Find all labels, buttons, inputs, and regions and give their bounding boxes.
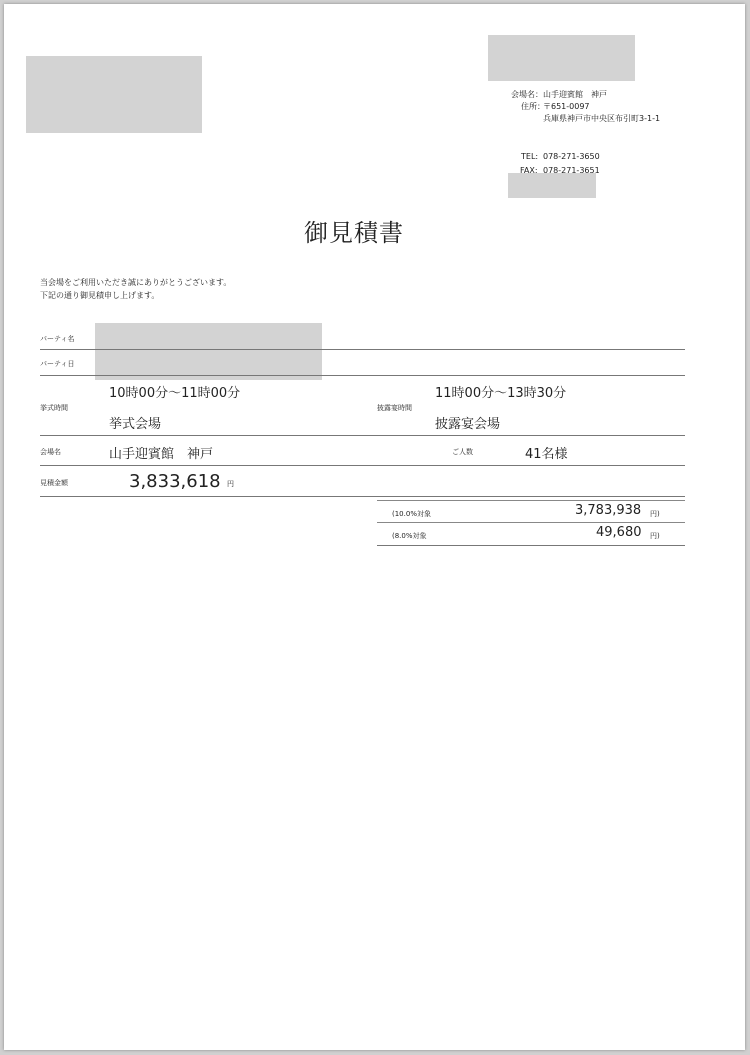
party-name-label: パーティ名 <box>40 335 75 343</box>
ceremony-venue: 挙式会場 <box>109 417 162 432</box>
redacted-party-info <box>95 323 322 380</box>
estimate-unit: 円 <box>227 480 234 488</box>
tax-table-divider <box>377 522 685 523</box>
tax-10-unit: 円) <box>650 510 660 518</box>
tax-8-unit: 円) <box>650 532 660 540</box>
tax-table-bottom-line <box>377 545 685 546</box>
row-divider <box>40 375 685 376</box>
redacted-stamp <box>508 173 596 198</box>
venue-row-label: 会場名 <box>40 448 61 456</box>
tax-8-label: (8.0%対象 <box>392 532 427 540</box>
reception-time-label: 披露宴時間 <box>377 404 412 412</box>
intro-line-1: 当会場をご利用いただき誠にありがとうございます。 <box>40 278 232 287</box>
reception-time: 11時00分～13時30分 <box>435 386 567 401</box>
party-date-label: パーティ日 <box>40 360 75 368</box>
tel-number: 078-271-3650 <box>543 152 600 161</box>
row-divider <box>40 435 685 436</box>
reception-venue: 披露宴会場 <box>435 417 501 432</box>
guests-label: ご人数 <box>452 448 473 456</box>
guests-value: 41名様 <box>525 447 568 462</box>
row-divider <box>40 349 685 350</box>
document-title: 御見積書 <box>304 219 404 247</box>
estimate-label: 見積金額 <box>40 479 68 487</box>
fax-label: FAX: <box>520 166 538 175</box>
row-divider <box>40 496 685 497</box>
intro-line-2: 下記の通り御見積申し上げます。 <box>40 291 160 300</box>
tax-table-top-line <box>377 500 685 501</box>
tel-label: TEL: <box>521 152 539 161</box>
document-page <box>4 4 745 1050</box>
ceremony-time: 10時00分～11時00分 <box>109 386 241 401</box>
estimate-amount: 3,833,618 <box>129 471 221 492</box>
venue-name: 山手迎賓館 神戸 <box>543 90 607 99</box>
tax-10-label: (10.0%対象 <box>392 510 431 518</box>
tax-10-amount: 3,783,938 <box>575 503 642 518</box>
ceremony-time-label: 挙式時間 <box>40 404 68 412</box>
fax-number: 078-271-3651 <box>543 166 600 175</box>
address-label: 住所： <box>521 102 545 111</box>
address: 兵庫県神戸市中央区布引町3-1-1 <box>543 114 661 123</box>
postal-code: 〒651-0097 <box>543 102 590 111</box>
tax-8-amount: 49,680 <box>596 525 642 540</box>
redacted-header-box <box>488 35 635 81</box>
row-divider <box>40 465 685 466</box>
venue-label: 会場名： <box>511 90 543 99</box>
venue-row-value: 山手迎賓館 神戸 <box>109 447 214 462</box>
redacted-logo <box>26 56 202 133</box>
